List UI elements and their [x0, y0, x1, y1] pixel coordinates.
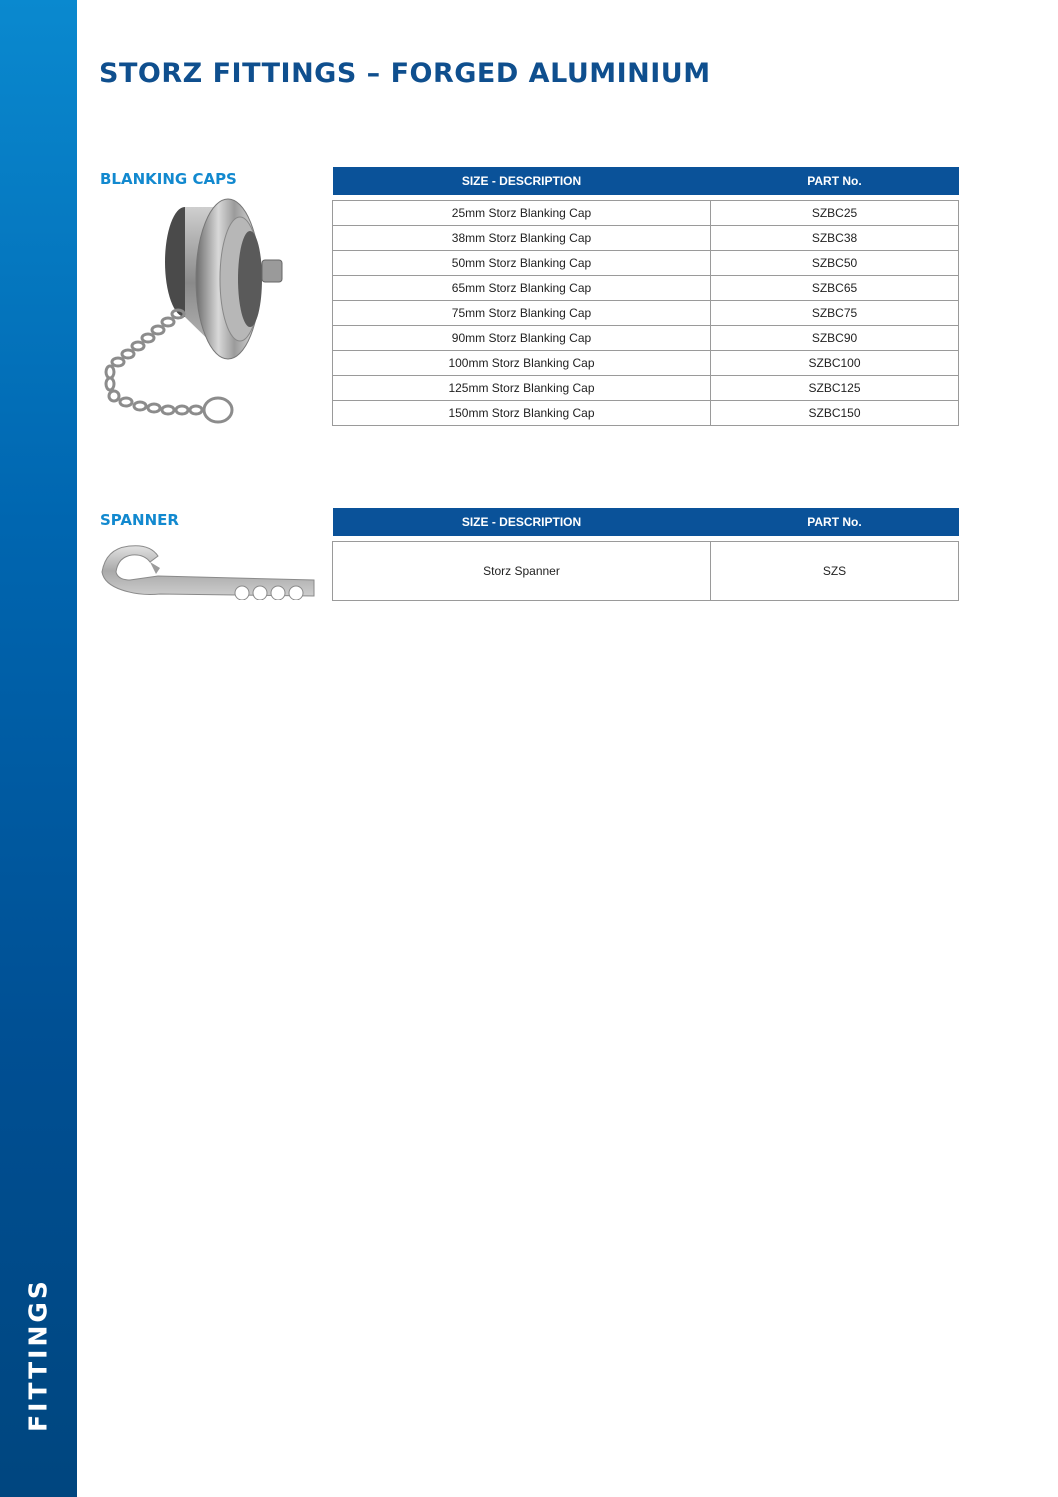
description-cell: Storz Spanner: [333, 542, 711, 601]
description-cell: 100mm Storz Blanking Cap: [333, 351, 711, 376]
blanking-caps-title: BLANKING CAPS: [100, 170, 237, 188]
spanner-image: [100, 542, 316, 600]
description-cell: 65mm Storz Blanking Cap: [333, 276, 711, 301]
description-cell: 125mm Storz Blanking Cap: [333, 376, 711, 401]
description-cell: 150mm Storz Blanking Cap: [333, 401, 711, 426]
page-title: STORZ FITTINGS – FORGED ALUMINIUM: [99, 58, 711, 89]
header-part-no: PART No.: [711, 508, 959, 536]
table-row: [333, 301, 959, 326]
part-no-cell: SZBC150: [711, 401, 959, 426]
part-no-cell: SZBC75: [711, 301, 959, 326]
header-description: SIZE - DESCRIPTION: [333, 167, 711, 195]
table-row: [333, 201, 959, 226]
part-no-cell: SZBC125: [711, 376, 959, 401]
description-cell: 90mm Storz Blanking Cap: [333, 326, 711, 351]
table-row: [333, 542, 959, 601]
spanner-title: SPANNER: [100, 511, 179, 529]
side-band: [0, 0, 77, 1497]
table-row: [333, 351, 959, 376]
part-no-cell: SZBC65: [711, 276, 959, 301]
part-no-cell: SZBC100: [711, 351, 959, 376]
description-cell: 25mm Storz Blanking Cap: [333, 201, 711, 226]
header-description: SIZE - DESCRIPTION: [333, 508, 711, 536]
part-no-cell: SZBC25: [711, 201, 959, 226]
table-row: [333, 326, 959, 351]
side-label: FITTINGS: [23, 1278, 53, 1432]
part-no-cell: SZBC90: [711, 326, 959, 351]
description-cell: 75mm Storz Blanking Cap: [333, 301, 711, 326]
spanner-table: [332, 508, 959, 601]
part-no-cell: SZS: [711, 542, 959, 601]
description-cell: 50mm Storz Blanking Cap: [333, 251, 711, 276]
table-row: [333, 276, 959, 301]
part-no-cell: SZBC38: [711, 226, 959, 251]
description-cell: 38mm Storz Blanking Cap: [333, 226, 711, 251]
table-row: [333, 401, 959, 426]
blanking-cap-image: [100, 194, 290, 434]
part-no-cell: SZBC50: [711, 251, 959, 276]
table-row: [333, 376, 959, 401]
table-row: [333, 251, 959, 276]
header-part-no: PART No.: [711, 167, 959, 195]
table-row: [333, 226, 959, 251]
blanking-caps-table: [332, 167, 959, 426]
